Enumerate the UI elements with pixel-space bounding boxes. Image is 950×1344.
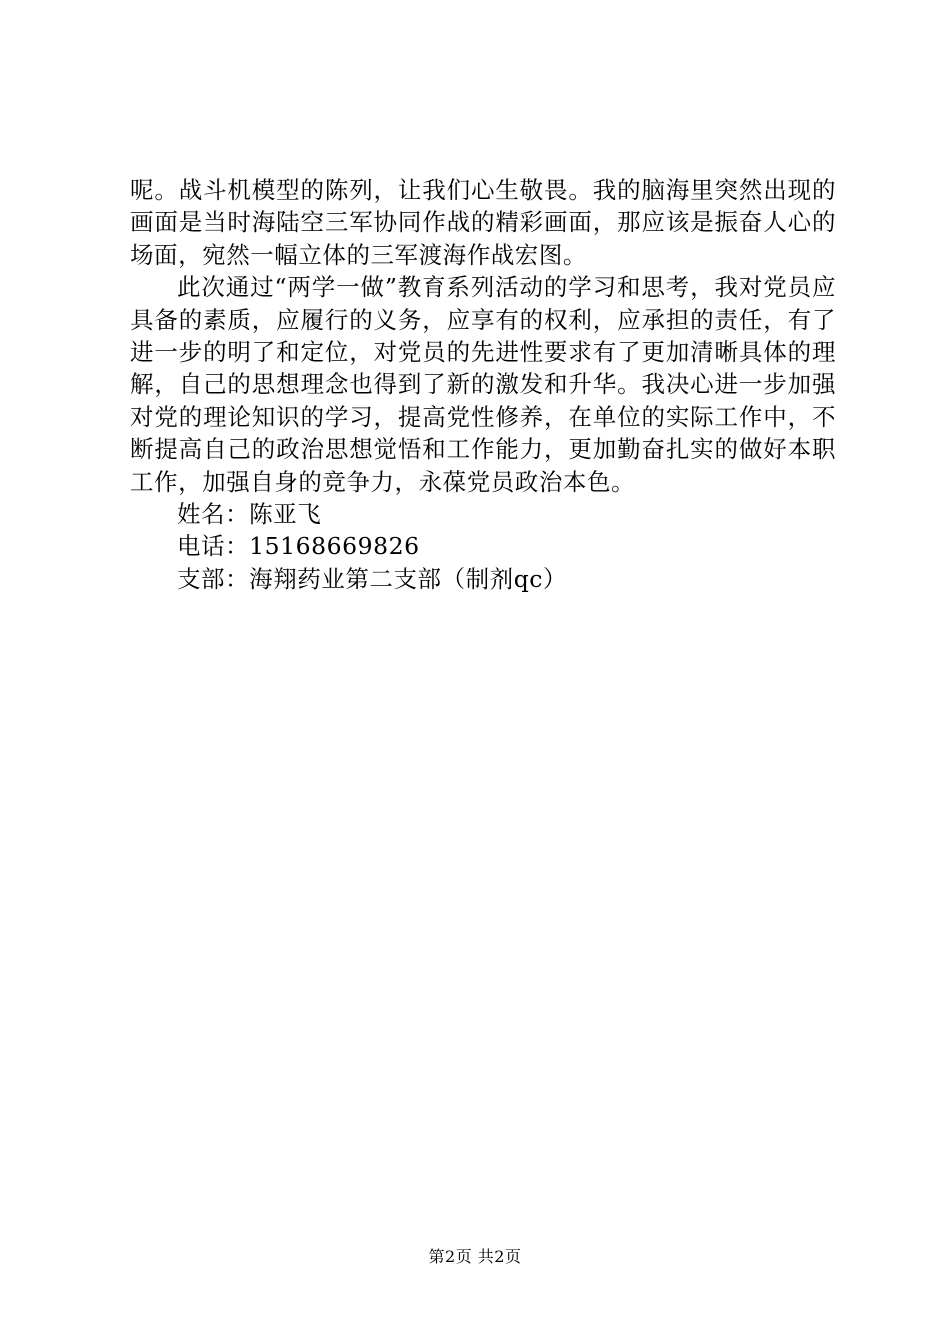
paragraph-reflection: 此次通过“两学一做”教育系列活动的学习和思考，我对党员应具备的素质，应履行的义务，应享有的权利，应承担的责任，有了进一步的明了和定位，对党员的先进性要求有了更加清晰具体的理解，自己的思想理念也得到了新的激发和升华。我决心进一步加强对党的理论知识的学习，提高党性修养，在单位的实际工作中，不断提高自己的政治思想觉悟和工作能力，更加勤奋扎实的做好本职工作，加强自身的竞争力，永葆党员政治本色。 [130,273,836,496]
document-body [130,174,836,595]
branch-line: 支部：海翔药业第二支部（制剂qc） [177,564,568,593]
page-footer: 第2页 共2页 [428,1247,522,1266]
phone-line: 电话：15168669826 [177,532,420,561]
paragraph-continuation: 呢。战斗机模型的陈列，让我们心生敬畏。我的脑海里突然出现的画面是当时海陆空三军协同作战的精彩画面，那应该是振奋人心的场面，宛然一幅立体的三军渡海作战宏图。 [130,176,836,269]
name-line: 姓名：陈亚飞 [177,500,322,529]
